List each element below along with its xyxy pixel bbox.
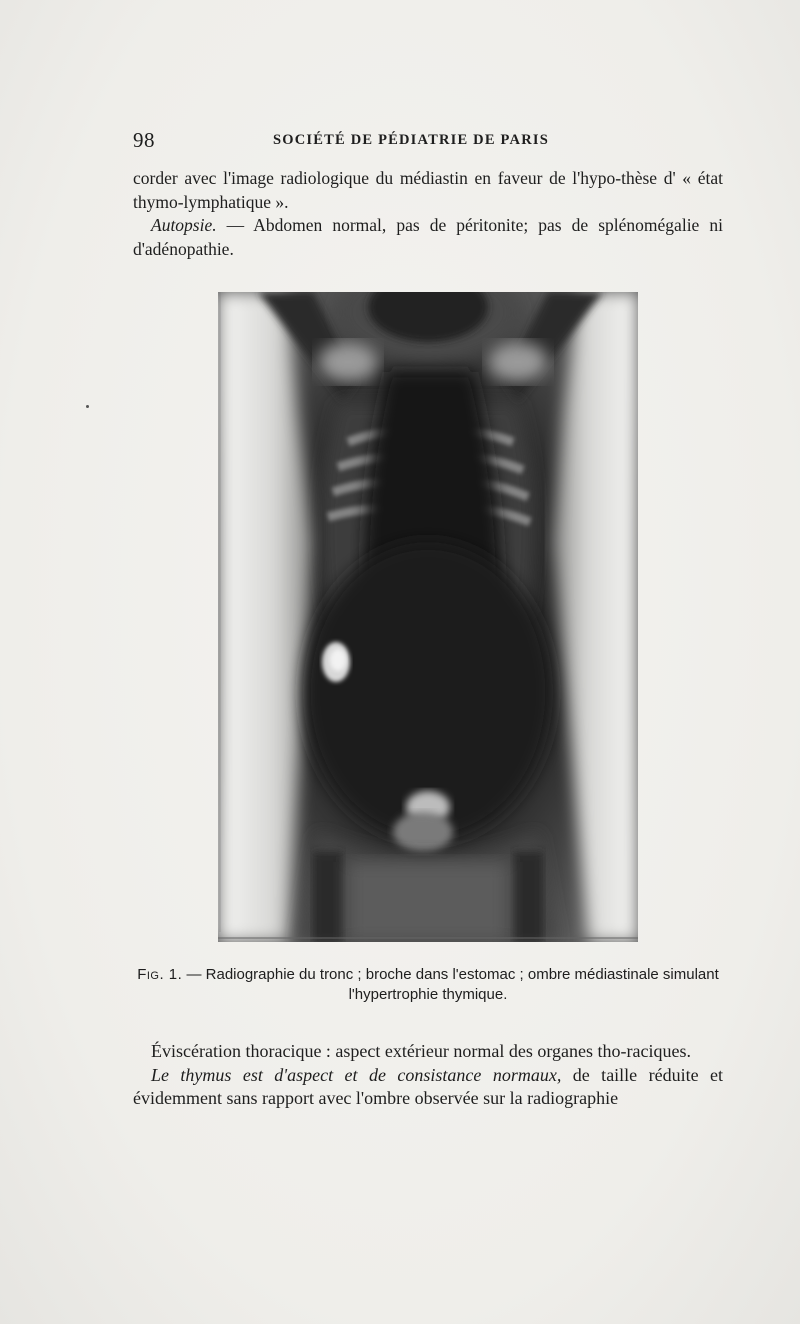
autopsie-text: — Abdomen normal, pas de péritonite; pas de splénomégalie ni d'adénopathie. — [133, 215, 723, 259]
top-text-block — [133, 167, 723, 261]
stray-ink-dot — [86, 405, 89, 408]
paragraph-continuation: corder avec l'image radiologique du médiastin en faveur de l'hypo-thèse d' « état thymo-lymphatique ». — [133, 168, 723, 212]
thymus-italic-text: Le thymus est d'aspect et de consistance normaux, — [151, 1064, 562, 1085]
running-head — [133, 128, 723, 154]
radiograph-image — [218, 292, 638, 942]
caption-label: Fig. 1. — [137, 966, 183, 983]
figure-caption — [133, 965, 723, 1005]
thymus-text: de taille réduite et évidemment sans rapport avec l'ombre observée sur la radiographie — [133, 1064, 724, 1108]
page-number: 98 — [133, 128, 155, 152]
caption-text: — Radiographie du tronc ; broche dans l'estomac ; ombre médiastinale simulant l'hypertrophie thymique. — [182, 966, 719, 1003]
paragraph-thymus — [133, 1064, 723, 1111]
journal-title: SOCIÉTÉ DE PÉDIATRIE DE PARIS — [273, 132, 549, 148]
bottom-text-block — [133, 1040, 723, 1111]
radiograph-figure — [218, 292, 638, 942]
autopsie-label: Autopsie. — [151, 215, 217, 235]
paragraph-evisceration: Éviscération thoracique : aspect extérieur normal des organes tho-raciques. — [151, 1041, 691, 1061]
paragraph-autopsie — [133, 214, 723, 261]
